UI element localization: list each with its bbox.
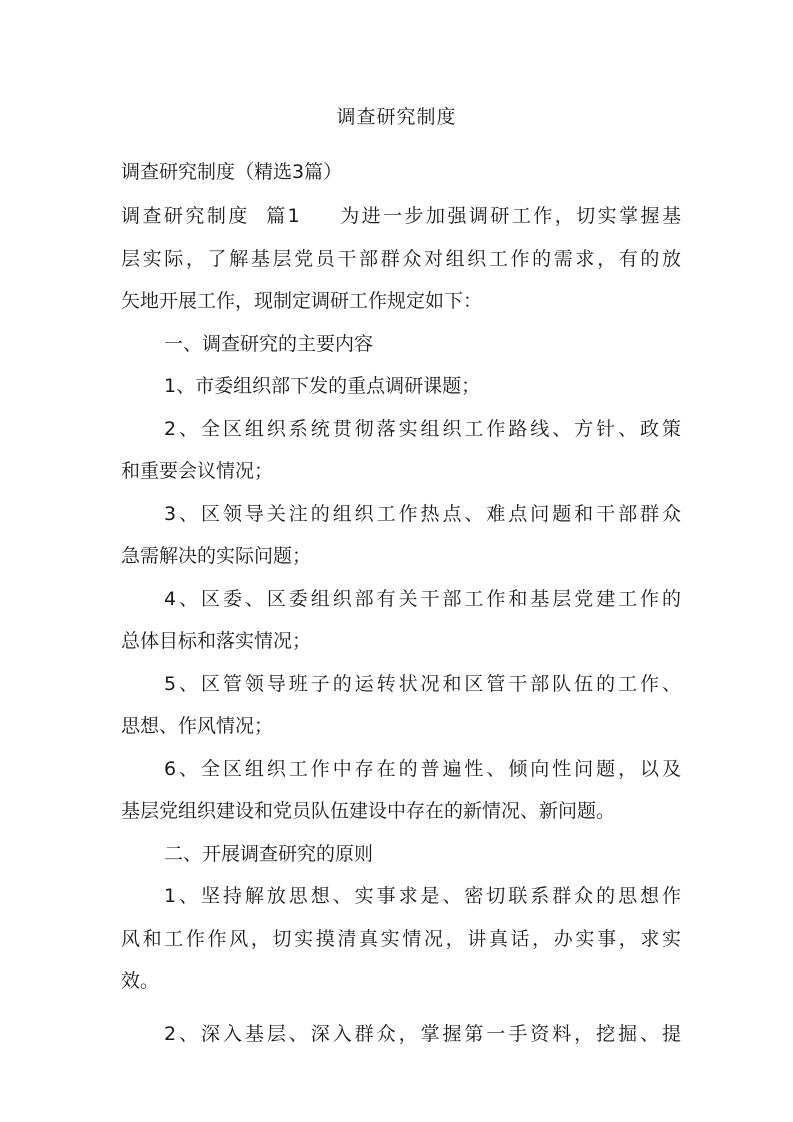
section-1-item-4-line-2: 总体目标和落实情况；	[121, 630, 312, 652]
section-2-heading: 二、开展调查研究的原则	[164, 843, 374, 865]
section-1-item-2-line-1: 2、全区组织系统贯彻落实组织工作路线、方针、政策	[164, 418, 681, 440]
section-1-item-5-line-2: 思想、作风情况；	[121, 715, 274, 737]
section-2-item-1-line-2: 风和工作作风，切实摸清真实情况，讲真话，办实事，求实	[121, 928, 681, 950]
document-title: 调查研究制度	[336, 106, 457, 128]
section-1-item-6-line-1: 6、全区组织工作中存在的普遍性、倾向性问题，以及	[164, 758, 681, 780]
section-1-item-2-line-2: 和重要会议情况；	[121, 460, 274, 482]
section-1-item-1-line-1: 1、市委组织部下发的重点调研课题；	[164, 375, 481, 397]
section-1-item-3-line-2: 急需解决的实际问题；	[121, 545, 312, 567]
section-1-item-5-line-1: 5、区管领导班子的运转状况和区管干部队伍的工作、	[164, 673, 681, 695]
intro-part: 篇1	[263, 205, 300, 227]
section-1-item-6-line-2: 基层党组织建设和党员队伍建设中存在的新情况、新问题。	[121, 800, 616, 822]
section-2-item-2-line-1: 2、深入基层、深入群众，掌握第一手资料，挖掘、提	[164, 1023, 681, 1045]
intro-paragraph-line-3: 矢地开展工作，现制定调研工作规定如下：	[121, 290, 483, 312]
document-subtitle: 调查研究制度（精选3篇）	[121, 161, 343, 183]
intro-label: 调查研究制度	[121, 205, 250, 227]
section-1-heading: 一、调查研究的主要内容	[164, 333, 374, 355]
section-2-item-1-line-1: 1、坚持解放思想、实事求是、密切联系群众的思想作	[164, 885, 681, 907]
intro-paragraph-line-2: 层实际，了解基层党员干部群众对组织工作的需求，有的放	[121, 248, 681, 270]
intro-paragraph-line-1	[121, 203, 681, 229]
section-1-item-3-line-1: 3、区领导关注的组织工作热点、难点问题和干部群众	[164, 503, 681, 525]
section-1-item-4-line-1: 4、区委、区委组织部有关干部工作和基层党建工作的	[164, 588, 681, 610]
intro-first-line-text: 为进一步加强调研工作，切实掌握基	[337, 205, 681, 227]
section-2-item-1-line-3: 效。	[121, 970, 160, 992]
